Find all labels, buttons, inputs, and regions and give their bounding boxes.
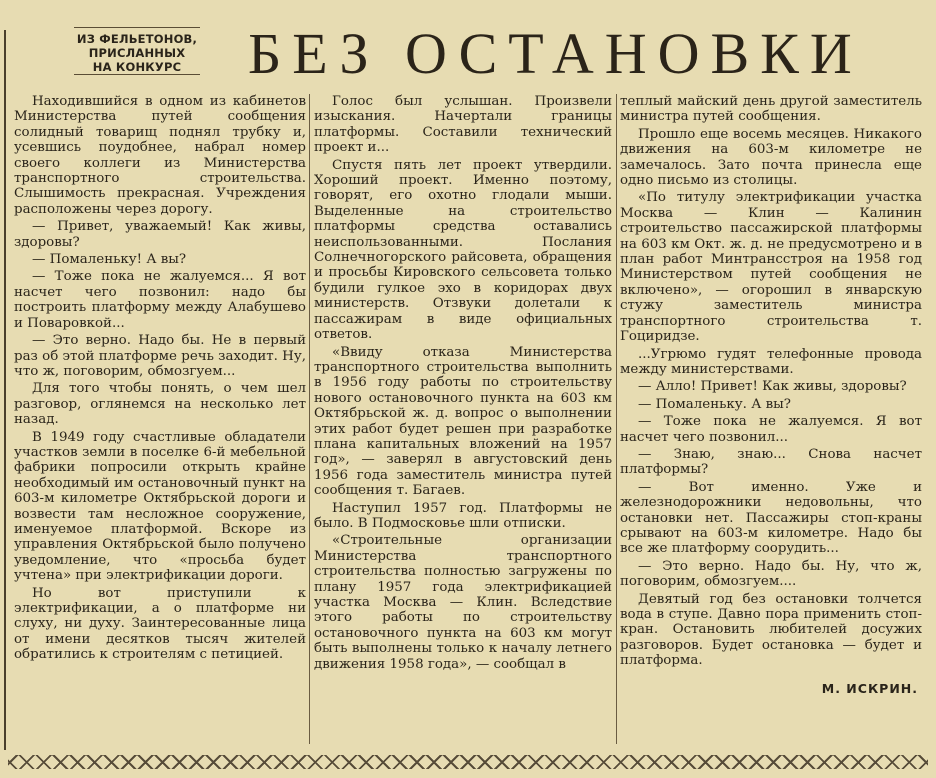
paragraph: «Ввиду отказа Министерства транспортного строительства выполнить в 1956 году работы по строительству нового остановочного пункта на 603 км Октябрьской ж. д. вопрос о выполнении этих работ будет решен при разработке плана капитальных вложений на 1957 год», — заверял в августовский день 1956 года заместитель министра путей сообщения т. Багаев.: [314, 344, 612, 499]
author-signature: М. ИСКРИН.: [821, 680, 918, 696]
paragraph: Спустя пять лет проект утвердили. Хороший проект. Именно поэтому, говорят, его охотно глодали мыши. Выделенные на строительство платформы средства оставались неиспользованными. Послания Солнечногорского райсовета, обращения и просьбы Кировского сельсовета только будили гулкое эхо в коридорах двух министерств. Отзвуки долетали к пассажирам в виде официальных ответов.: [314, 157, 612, 343]
kicker-line: НА КОНКУРС: [92, 60, 182, 74]
kicker-line: ИЗ ФЕЛЬЕТОНОВ,: [76, 32, 198, 46]
paragraph: — Алло! Привет! Как живы, здоровы?: [638, 379, 907, 395]
paragraph: Находившийся в одном из кабинетов Министерства путей сообщения солидный товарищ поднял трубку и, усевшись поудобнее, набрал номер своего коллеги из Министерства транспортного строительства. Слышимость прекрасная. Учреждения расположены через дорогу.: [14, 94, 306, 217]
paragraph: — Вот именно. Уже и железнодорожники недовольны, что остановки нет. Пассажиры стоп-краны срывают на 603-м километре. Надо бы все же платформу соорудить...: [620, 479, 922, 557]
paragraph: Девятый год без остановки толчется вода в ступе. Давно пора применить стоп-кран. Остановить любителей досужих разговоров. Будет остановка — будет и платформа.: [620, 591, 922, 669]
article-headline: БЕЗ ОСТАНОВКИ: [248, 21, 863, 86]
paragraph: — Помаленьку! А вы?: [32, 252, 187, 268]
paragraph: Голос был услышан. Произвели изыскания. Начертали границы платформы. Составили технический проект и...: [314, 94, 612, 156]
paragraph: Прошло еще восемь месяцев. Никакого движения на 603-м километре не замечалось. Зато почта принесла еще одно письмо из столицы.: [620, 126, 922, 189]
paragraph: — Привет, уважаемый! Как живы, здоровы?: [14, 219, 306, 250]
paragraph: — Тоже пока не жалуемся... Я вот насчет чего позвонил: надо бы построить платформу между Алабушево и Поваровкой...: [14, 269, 306, 331]
paragraph: — Тоже пока не жалуемся. Я вот насчет чего позвонил...: [620, 414, 922, 445]
column-divider: [616, 94, 617, 744]
paragraph: В 1949 году счастливые обладатели участков земли в поселке 6-й мебельной фабрики попросили открыть крайне необходимый им остановочный пункт на 603-м километре Октябрьской дороги и возвести там несложное сооружение, именуемое платформой. Вскоре из управления Октябрьской было получено уведомление, что «просьба будет учтена» при электрификации дороги.: [14, 429, 306, 584]
paragraph: — Это верно. Надо бы. Не в первый раз об этой платформе речь заходит. Ну, что ж, поговорим, обмозгуем...: [14, 333, 306, 379]
article-column-3: [620, 94, 922, 696]
decorative-border: [8, 755, 928, 769]
kicker-line: ПРИСЛАННЫХ: [88, 46, 186, 60]
paragraph: — Знаю, знаю... Снова насчет платформы?: [620, 446, 922, 478]
paragraph: Наступил 1957 год. Платформы не было. В Подмосковье шли отписки.: [314, 500, 612, 531]
paragraph: теплый майский день другой заместитель министра путей сообщения.: [620, 94, 922, 125]
paragraph: — Это верно. Надо бы. Ну, что ж, поговорим, обмозгуем....: [620, 558, 922, 590]
paragraph: Но вот приступили к электрификации, а о платформе ни слуху, ни духу. Заинтересованные лица от имени десятков тысяч жителей обратились к строителям с петицией.: [14, 585, 306, 663]
paragraph: — Помаленьку. А вы?: [638, 396, 791, 412]
paragraph: ...Угрюмо гудят телефонные провода между министерствами.: [620, 346, 922, 377]
rubric-kicker: [74, 27, 200, 75]
paragraph: «Строительные организации Министерства транспортного строительства полностью загружены по плану 1957 года электрификацией участка Москва — Клин. Вследствие этого работы по строительству остановочного пункта на 603 км могут быть выполнены только к началу летнего движения 1958 года», — сообщал в: [314, 533, 612, 672]
paragraph: «По титулу электрификации участка Москва — Клин — Калинин строительство пассажирской платформы на 603 км Окт. ж. д. не предусмотрено и в план работ Минтрансстроя на 1958 год Министерством путей сообщения не включено», — огорошил в январскую стужу заместитель министра транспортного строительства т. Гоциридзе.: [620, 190, 922, 345]
paragraph: Для того чтобы понять, о чем шел разговор, оглянемся на несколько лет назад.: [14, 381, 306, 428]
article-column-1: [14, 94, 306, 665]
left-rule: [4, 30, 6, 750]
article-column-2: [314, 94, 612, 674]
column-divider: [309, 94, 310, 744]
